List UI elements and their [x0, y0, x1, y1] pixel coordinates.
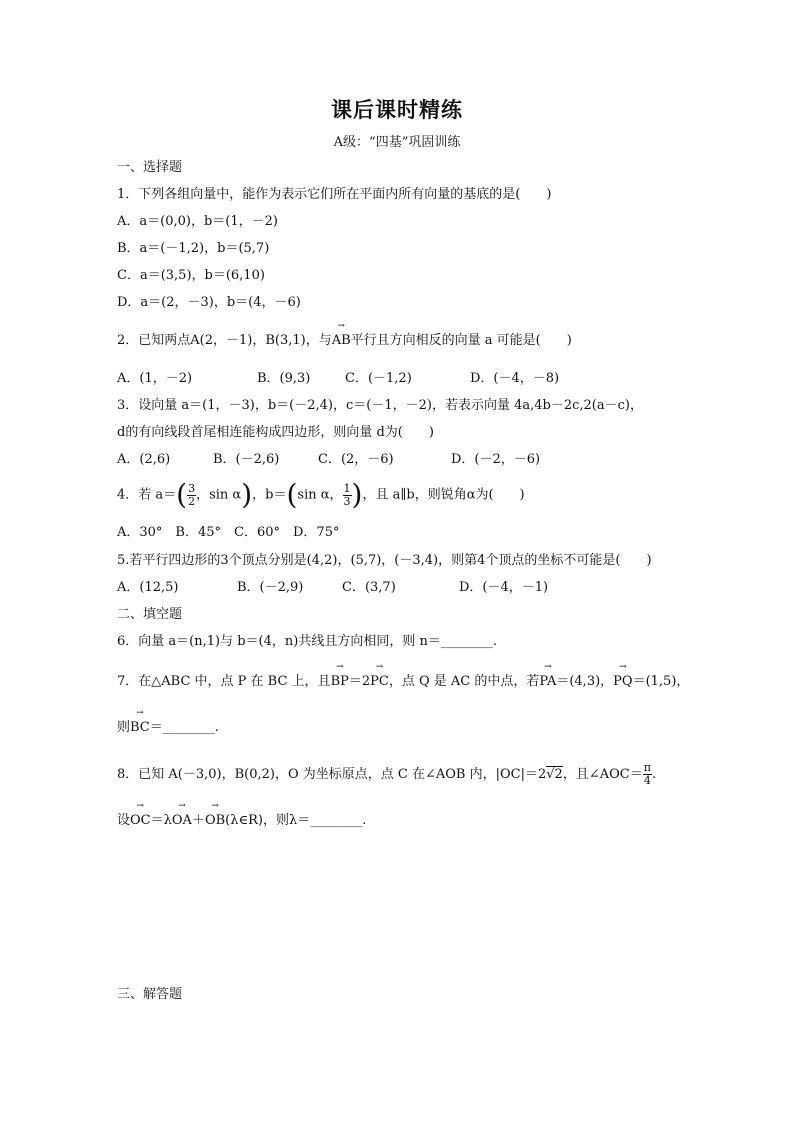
question-1-stem: 1．下列各组向量中，能作为表示它们所在平面内所有向量的基底的是( )	[117, 187, 552, 202]
question-7-text-g: ＝________.	[149, 720, 219, 735]
sqrt-value: 2	[554, 767, 563, 782]
vector-ab: → AB	[332, 332, 351, 350]
question-8-text-f: ＋	[191, 813, 205, 828]
vector-pq: → PQ	[613, 673, 632, 691]
section-heading-choice: 一、选择题	[117, 160, 183, 175]
vector-pa: → PA	[539, 673, 556, 691]
question-1-option-b: B．a＝(－1,2)，b＝(5,7)	[117, 241, 270, 256]
question-3-option-c: C．(2，－6)	[318, 452, 394, 467]
question-4-options: A．30° B．45° C．60° D．75°	[117, 525, 340, 540]
sqrt-symbol: √	[546, 767, 555, 782]
fraction-numerator: 1	[343, 481, 351, 495]
fraction-denominator: 2	[188, 494, 196, 508]
question-8-text-a: 8．已知 A(－3,0)，B(0,2)，O 为坐标原点，点 C 在∠AOB 内，|OC|＝2	[117, 767, 547, 782]
question-3-line-1: 3．设向量 a＝(1，－3)，b＝(－2,4)，c＝(－1，－2)，若表示向量 4a,4b－2c,2(a－c)，	[117, 398, 643, 413]
question-3-option-b: B．(－2,6)	[213, 452, 280, 467]
right-paren: )	[241, 478, 253, 511]
vector-oc: → OC	[130, 812, 151, 830]
question-8-text-d: 设	[117, 813, 131, 828]
question-2-option-d: D．(－4，－8)	[470, 371, 560, 386]
question-8-text-e: ＝λ	[150, 813, 172, 828]
question-2-option-b: B．(9,3)	[257, 371, 311, 386]
page-subtitle: A级：“四基”巩固训练	[333, 135, 461, 150]
fraction-3-2	[187, 483, 196, 508]
vector-bp: → BP	[331, 673, 349, 691]
question-8-text-b: ，且∠AOC＝	[562, 767, 643, 782]
question-8-line-1	[117, 760, 656, 790]
question-7-line-1	[117, 673, 689, 691]
question-7-text-f: 则	[117, 720, 131, 735]
question-4-text-a: 4．若 a＝	[117, 487, 177, 503]
question-4-text-d: sin α，	[297, 487, 343, 503]
question-7-text-a: 7．在△ABC 中，点 P 在 BC 上，且	[117, 674, 331, 689]
right-paren: )	[351, 478, 363, 511]
question-1-option-c: C．a＝(3,5)，b＝(6,10)	[117, 268, 265, 283]
question-5-option-a: A．(12,5)	[117, 580, 179, 595]
left-paren: (	[176, 478, 188, 511]
sqrt-radicand	[546, 766, 563, 782]
fraction-numerator: π	[643, 761, 651, 774]
question-7-text-b: ＝2	[348, 674, 371, 689]
question-8-text-c: .	[651, 767, 657, 782]
fraction-numerator: 3	[188, 481, 196, 495]
question-1-option-d: D．a＝(2，－3)，b＝(4，－6)	[117, 295, 301, 310]
vector-ob: → OB	[205, 812, 225, 830]
question-2-option-c: C．(－1,2)	[345, 371, 412, 386]
question-7-line-2	[117, 719, 219, 737]
question-4-text-e: ，且 a∥b，则锐角α为( )	[362, 487, 525, 503]
question-2-text-a: 2．已知两点A(2，－1)，B(3,1)，与	[117, 333, 332, 348]
page-title: 课后课时精练	[331, 97, 463, 122]
section-heading-solutions: 三、解答题	[117, 987, 183, 1002]
question-3-option-d: D．(－2，－6)	[451, 452, 541, 467]
question-3-option-a: A．(2,6)	[117, 452, 171, 467]
question-7-text-c: ，点 Q 是 AC 的中点，若	[388, 674, 540, 689]
question-7-text-e: ＝(1,5)，	[632, 674, 690, 689]
question-7-text-d: ＝(4,3)，	[556, 674, 614, 689]
vector-pc: → PC	[370, 673, 389, 691]
question-1-option-a: A．a＝(0,0)，b＝(1，－2)	[117, 214, 278, 229]
question-8-line-2	[117, 812, 366, 830]
question-6-stem: 6．向量 a＝(n,1)与 b＝(4，n)共线且方向相同，则 n＝________.	[117, 634, 497, 649]
question-2-stem	[117, 332, 572, 350]
question-5-option-c: C．(3,7)	[342, 580, 396, 595]
fraction-1-3	[343, 483, 352, 508]
fraction-denominator: 4	[643, 774, 651, 787]
question-4-text-c: ，b＝	[252, 487, 287, 503]
question-8-text-g: (λ∈R)，则λ＝________.	[225, 813, 367, 828]
section-heading-fill-in: 二、填空题	[117, 607, 183, 622]
vector-bc: → BC	[130, 719, 150, 737]
vector-oa: → OA	[172, 812, 192, 830]
fraction-pi-4	[643, 762, 652, 787]
question-4-text-b: ，sin α	[196, 487, 242, 503]
fraction-denominator: 3	[343, 494, 351, 508]
left-paren: (	[286, 478, 298, 511]
question-5-option-b: B．(－2,9)	[237, 580, 304, 595]
question-2-option-a: A．(1，－2)	[117, 371, 193, 386]
question-5-option-d: D．(－4，－1)	[459, 580, 549, 595]
question-3-line-2: d的有向线段首尾相连能构成四边形，则向量 d为( )	[117, 425, 434, 440]
question-4-stem	[117, 480, 525, 511]
question-5-stem: 5.若平行四边形的3个顶点分别是(4,2)，(5,7)，(－3,4)，则第4个顶点的坐标不可能是( )	[117, 553, 652, 568]
question-2-text-b: 平行且方向相反的向量 a 可能是( )	[350, 333, 572, 348]
